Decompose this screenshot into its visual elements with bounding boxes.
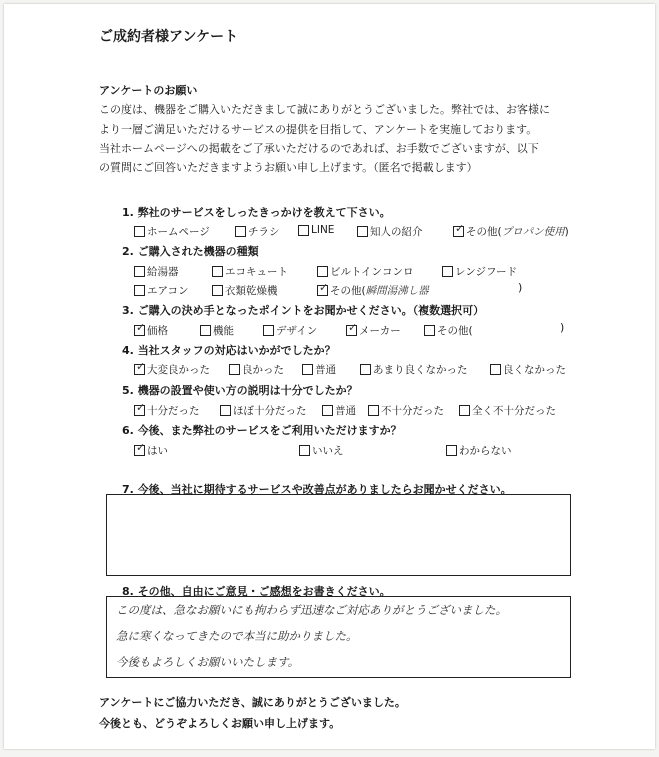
checkbox-option[interactable]: ホームページ xyxy=(134,224,210,239)
checkbox[interactable] xyxy=(302,364,313,375)
checkbox[interactable] xyxy=(200,325,211,336)
checkbox[interactable] xyxy=(299,445,310,456)
checkbox[interactable] xyxy=(134,266,145,277)
intro-heading: アンケートのお願い xyxy=(99,84,198,97)
checkbox-option[interactable]: 普通 xyxy=(302,362,336,377)
checkbox[interactable] xyxy=(442,266,453,277)
checkbox-checked[interactable] xyxy=(134,401,146,416)
checkbox-option[interactable]: 給湯器 xyxy=(134,264,179,279)
question-text: 今後、また弊社のサービスをご利用いただけますか？ xyxy=(137,424,402,437)
question-text: ご購入の決め手となったポイントをお聞かせください。（複数選択可） xyxy=(137,304,485,317)
checkbox[interactable] xyxy=(446,445,457,456)
checkbox-option[interactable]: 衣類乾燥機 xyxy=(212,283,278,298)
question-4 xyxy=(122,342,336,358)
intro-line: の質問にご回答いただきますようお願い申し上げます。（匿名で掲載します） xyxy=(99,161,478,174)
checkbox-option[interactable]: 知人の紹介 xyxy=(357,224,423,239)
question-text: ご購入された機器の種類 xyxy=(137,245,259,258)
intro-line: 当社ホームページへの掲載をご了承いただけるのであれば、お手数でございますが、以下 xyxy=(99,142,539,155)
question-5 xyxy=(122,382,358,398)
checkbox[interactable] xyxy=(322,405,333,416)
checkbox[interactable] xyxy=(134,226,145,237)
checkbox-option-other[interactable]: ✓ その他( プロパン使用 ) xyxy=(455,222,569,238)
closing-paren: ) xyxy=(518,281,523,294)
question-text: その他、自由にご意見・ご感想をお書きください。 xyxy=(137,585,391,598)
checkbox-option[interactable]: 機能 xyxy=(200,323,234,338)
question-text: 機器の設置や使い方の説明は十分でしたか？ xyxy=(137,384,358,397)
question-1 xyxy=(122,204,391,220)
checkbox-option[interactable]: ビルトインコンロ xyxy=(317,264,413,279)
survey-page xyxy=(4,4,655,749)
checkbox-option[interactable]: 普通 xyxy=(322,403,356,418)
answer-box-q7[interactable] xyxy=(106,494,571,576)
checkbox-checked[interactable] xyxy=(134,441,146,456)
handwritten-comment-line: 急に寒くなってきたので本当に助かりました。 xyxy=(116,629,358,643)
intro-line: より一層ご満足いただけるサービスの提供を目指して、アンケートを実施しております。 xyxy=(99,123,538,136)
question-text: 今後、当社に期待するサービスや改善点がありましたらお聞かせください。 xyxy=(137,483,512,496)
question-6 xyxy=(122,422,402,438)
checkbox[interactable] xyxy=(424,325,435,336)
question-number: 4. xyxy=(122,344,134,357)
checkbox-option[interactable]: LINE xyxy=(298,224,334,236)
checkbox[interactable] xyxy=(212,266,223,277)
checkbox[interactable] xyxy=(360,364,371,375)
checkbox-option[interactable]: 不十分だった xyxy=(368,403,444,418)
checkbox[interactable] xyxy=(220,405,231,416)
checkbox[interactable] xyxy=(235,226,246,237)
checkbox-option[interactable]: デザイン xyxy=(263,323,317,338)
checkbox-option[interactable]: わからない xyxy=(446,443,512,458)
checkbox[interactable] xyxy=(317,266,328,277)
question-text: 当社スタッフの対応はいかがでしたか？ xyxy=(137,344,336,357)
checkbox[interactable] xyxy=(459,405,470,416)
checkbox-option[interactable]: ✓ 大変良かった xyxy=(136,360,210,376)
question-2 xyxy=(122,243,259,259)
check-mark-icon: ✓ xyxy=(348,321,358,334)
check-mark-icon: ✓ xyxy=(136,360,146,373)
checkbox-option[interactable]: ✓ 十分だった xyxy=(136,401,200,417)
checkbox[interactable] xyxy=(212,285,223,296)
checkbox-checked[interactable] xyxy=(453,222,465,237)
check-mark-icon: ✓ xyxy=(136,321,146,334)
question-3 xyxy=(122,302,484,318)
closing-line: アンケートにご協力いただき、誠にありがとうございました。 xyxy=(99,696,406,709)
checkbox[interactable] xyxy=(357,226,368,237)
checkbox-option[interactable]: ✓ メーカー xyxy=(348,321,401,337)
closing-line: 今後とも、どうぞよろしくお願い申し上げます。 xyxy=(99,717,341,730)
check-mark-icon: ✓ xyxy=(455,222,465,235)
question-number: 6. xyxy=(122,424,134,437)
checkbox-checked[interactable] xyxy=(317,281,329,296)
checkbox[interactable] xyxy=(263,325,274,336)
question-number: 5. xyxy=(122,384,134,397)
checkbox-option[interactable]: ✓ 価格 xyxy=(136,321,168,337)
closing-paren: ) xyxy=(560,321,565,334)
checkbox-option[interactable]: あまり良くなかった xyxy=(360,362,468,377)
handwritten-comment-line: この度は、急なお願いにも拘わらず迅速なご対応ありがとうございました。 xyxy=(116,603,507,617)
checkbox-option[interactable]: エコキュート xyxy=(212,264,288,279)
checkbox-option[interactable]: エアコン xyxy=(134,283,188,298)
checkbox-checked[interactable] xyxy=(134,360,146,375)
checkbox[interactable] xyxy=(298,225,309,236)
checkbox[interactable] xyxy=(134,285,145,296)
question-number: 2. xyxy=(122,245,134,258)
check-mark-icon: ✓ xyxy=(319,281,329,294)
handwritten-comment-line: 今後もよろしくお願いいたします。 xyxy=(116,655,300,669)
checkbox-option[interactable]: ✓ はい xyxy=(136,441,168,457)
checkbox-option[interactable]: レンジフード xyxy=(442,264,517,279)
checkbox-option-other[interactable]: その他( xyxy=(424,323,473,338)
intro-line: この度は、機器をご購入いただきまして誠にありがとうございました。弊社では、お客様に xyxy=(99,103,550,116)
question-number: 8. xyxy=(122,585,134,598)
checkbox-option[interactable]: いいえ xyxy=(299,443,344,458)
checkbox-checked[interactable] xyxy=(346,321,358,336)
checkbox[interactable] xyxy=(229,364,240,375)
check-mark-icon: ✓ xyxy=(136,441,146,454)
question-number: 3. xyxy=(122,304,134,317)
checkbox-option[interactable]: 良かった xyxy=(229,362,284,377)
handwritten-answer: 瞬間湯沸し器 xyxy=(365,285,429,297)
question-number: 7. xyxy=(122,483,134,496)
checkbox-option-other[interactable]: ✓ その他( 瞬間湯沸し器 xyxy=(319,281,429,297)
check-mark-icon: ✓ xyxy=(136,401,146,414)
handwritten-answer: プロパン使用 xyxy=(501,226,565,238)
page-title: ご成約者様アンケート xyxy=(99,29,239,45)
question-text: 弊社のサービスをしったきっかけを教えて下さい。 xyxy=(137,206,391,219)
checkbox-option[interactable]: 全く不十分だった xyxy=(459,403,556,418)
checkbox-option[interactable]: ほぼ十分だった xyxy=(220,403,307,418)
question-number: 1. xyxy=(122,206,134,219)
checkbox-checked[interactable] xyxy=(134,321,146,336)
checkbox[interactable] xyxy=(368,405,379,416)
checkbox-option[interactable]: チラシ xyxy=(235,224,280,239)
checkbox[interactable] xyxy=(490,364,501,375)
checkbox-option[interactable]: 良くなかった xyxy=(490,362,566,377)
